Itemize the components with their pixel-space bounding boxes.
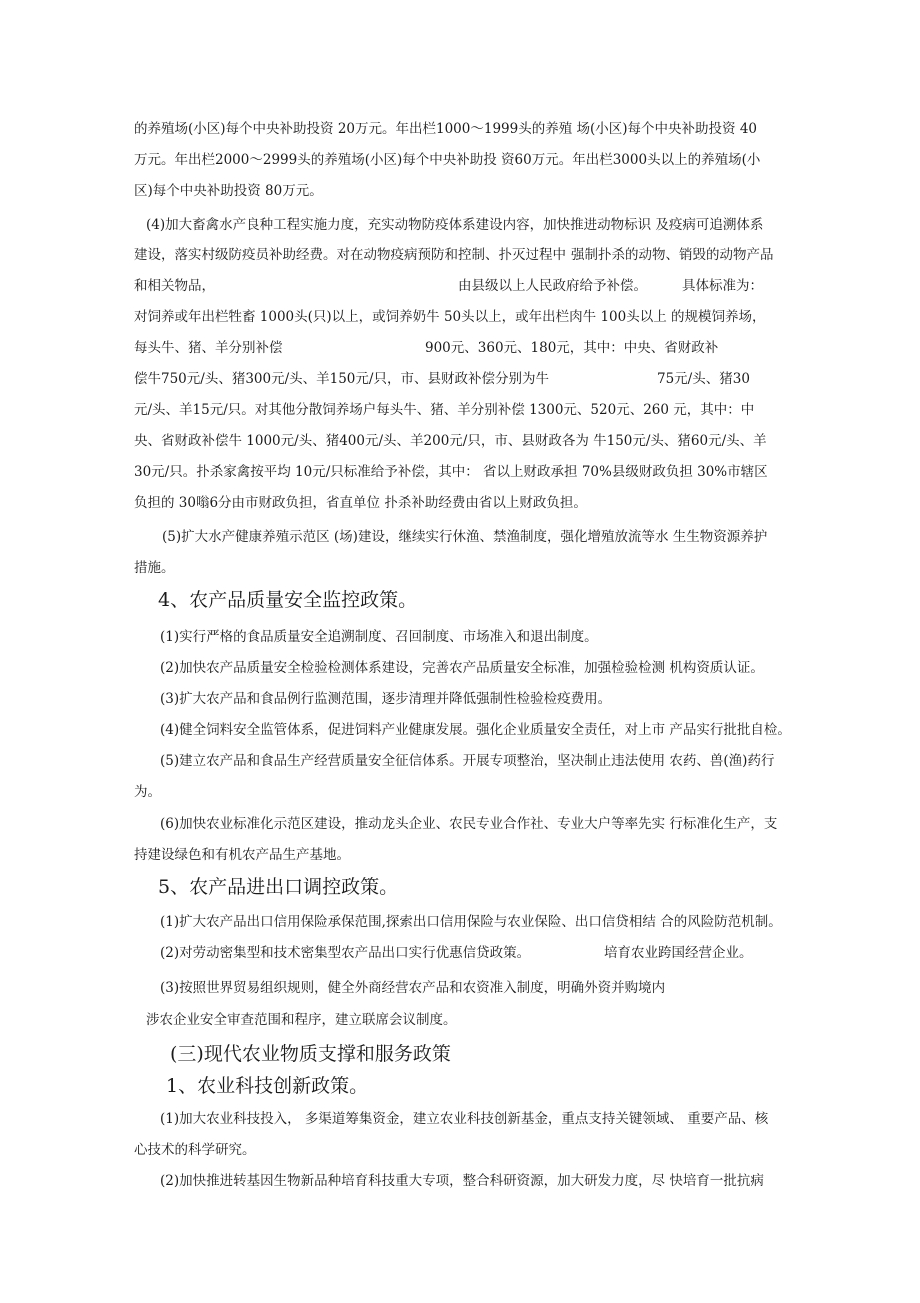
text-line: (4)健全饲料安全监管体系，促进饲料产业健康发展。强化企业质量安全责任，对上市 产品实行批批自检。 [160,722,791,738]
text-line: 元/头、羊15元/只。对其他分散饲养场户每头牛、猪、羊分别补偿 1300元、520元、260 元，其中：中 [134,402,755,418]
text-line: (3)按照世界贸易组织规则，健全外商经营农产品和农资准入制度，明确外资并购境内 [160,980,666,996]
text-line: (1)扩大农产品出口信用保险承保范围,探索出口信用保险与农业保险、出口信贷相结 合的风险防范机制。 [160,914,782,930]
text-line: 由县级以上人民政府给予补偿。 [458,278,647,294]
text-line: (3)扩大农产品和食品例行监测范围，逐步清理并降低强制性检验检疫费用。 [160,691,612,707]
text-line: 30元/只。扑杀家禽按平均 10元/只标准给予补偿，其中： 省以上财政承担 70%县级财政负担 30%市辖区 [134,464,768,480]
section-heading: 1、农业科技创新政策。 [166,1075,369,1097]
text-line: 培育农业跨国经营企业。 [604,945,753,961]
text-line: 涉农企业安全审查范围和程序，建立联席会议制度。 [146,1012,457,1028]
text-line: 强制扑杀的动物、销毁的动物产品 [571,247,774,263]
text-line: (2)加快农产品质量安全检验检测体系建设，完善农产品质量安全标准，加强检验检测 机构资质认证。 [160,660,764,676]
text-line: (5)建立农产品和食品生产经营质量安全征信体系。开展专项整治，坚决制止违法使用 农药、兽(渔)药行 [160,753,775,769]
text-line: (5)扩大水产健康养殖示范区 (场)建设，继续实行休渔、禁渔制度，强化增殖放流等水 生生物资源养护 [162,529,768,545]
section-heading: (三)现代农业物质支撑和服务政策 [170,1043,451,1065]
text-line: (1)实行严格的食品质量安全追溯制度、召回制度、市场准入和退出制度。 [160,629,598,645]
section-heading: 5、农产品进出口调控政策。 [158,876,399,898]
text-line: 和相关物品， [134,278,215,294]
text-line: (4)加大畜禽水产良种工程实施力度，充实动物防疫体系建设内容，加快推进动物标识 及疫病可追溯体系 [146,217,764,233]
text-line: 具体标准为： [682,278,763,294]
text-line: 措施。 [134,560,175,576]
text-line: 偿牛750元/头、猪300元/头、羊150元/只，市、县财政补偿分别为牛 [134,371,549,387]
text-line: (2)对劳动密集型和技术密集型农产品出口实行优惠信贷政策。 [160,945,531,961]
text-line: 75元/头、猪30 [657,371,750,387]
text-line: 万元。年出栏2000〜2999头的养殖场(小区)每个中央补助投 资60万元。年出栏3000头以上的养殖场(小 [134,152,761,168]
text-line: 负担的 30嗡6分由市财政负担，省直单位 扑杀补助经费由省以上财政负担。 [134,495,587,511]
text-line: 900元、360元、180元，其中：中央、省财政补 [425,340,719,356]
text-line: (2)加快推进转基因生物新品种培育科技重大专项，整合科研资源，加大研发力度，尽 快培育一批抗病 [160,1173,764,1189]
text-line: (6)加快农业标准化示范区建设，推动龙头企业、农民专业合作社、专业大户等率先实 行标准化生产，支 [160,816,778,832]
text-line: 心技术的科学研究。 [134,1142,256,1158]
text-line: 的养殖场(小区)每个中央补助投资 20万元。年出栏1000〜1999头的养殖 场(小区)每个中央补助投资 40 [134,121,758,137]
text-line: 为。 [134,784,161,800]
text-line: 央、省财政补偿牛 1000元/头、猪400元/头、羊200元/只，市、县财政各为 牛150元/头、猪60元/头、羊 [134,433,767,449]
text-line: 每头牛、猪、羊分别补偿 [134,340,283,356]
section-heading: 4、农产品质量安全监控政策。 [158,589,418,611]
text-line: 持建设绿色和有机农产品生产基地。 [134,847,350,863]
text-line: 区)每个中央补助投资 80万元。 [134,183,323,199]
text-line: (1)加大农业科技投入， 多渠道筹集资金，建立农业科技创新基金，重点支持关键领域、 重要产品、核 [160,1111,769,1127]
text-line: 对饲养或年出栏牲畜 1000头(只)以上，或饲养奶牛 50头以上，或年出栏肉牛 100头以上 的规模饲养场， [134,309,766,325]
text-line: 建设，落实村级防疫员补助经费。对在动物疫病预防和控制、扑灭过程中 [134,247,566,263]
